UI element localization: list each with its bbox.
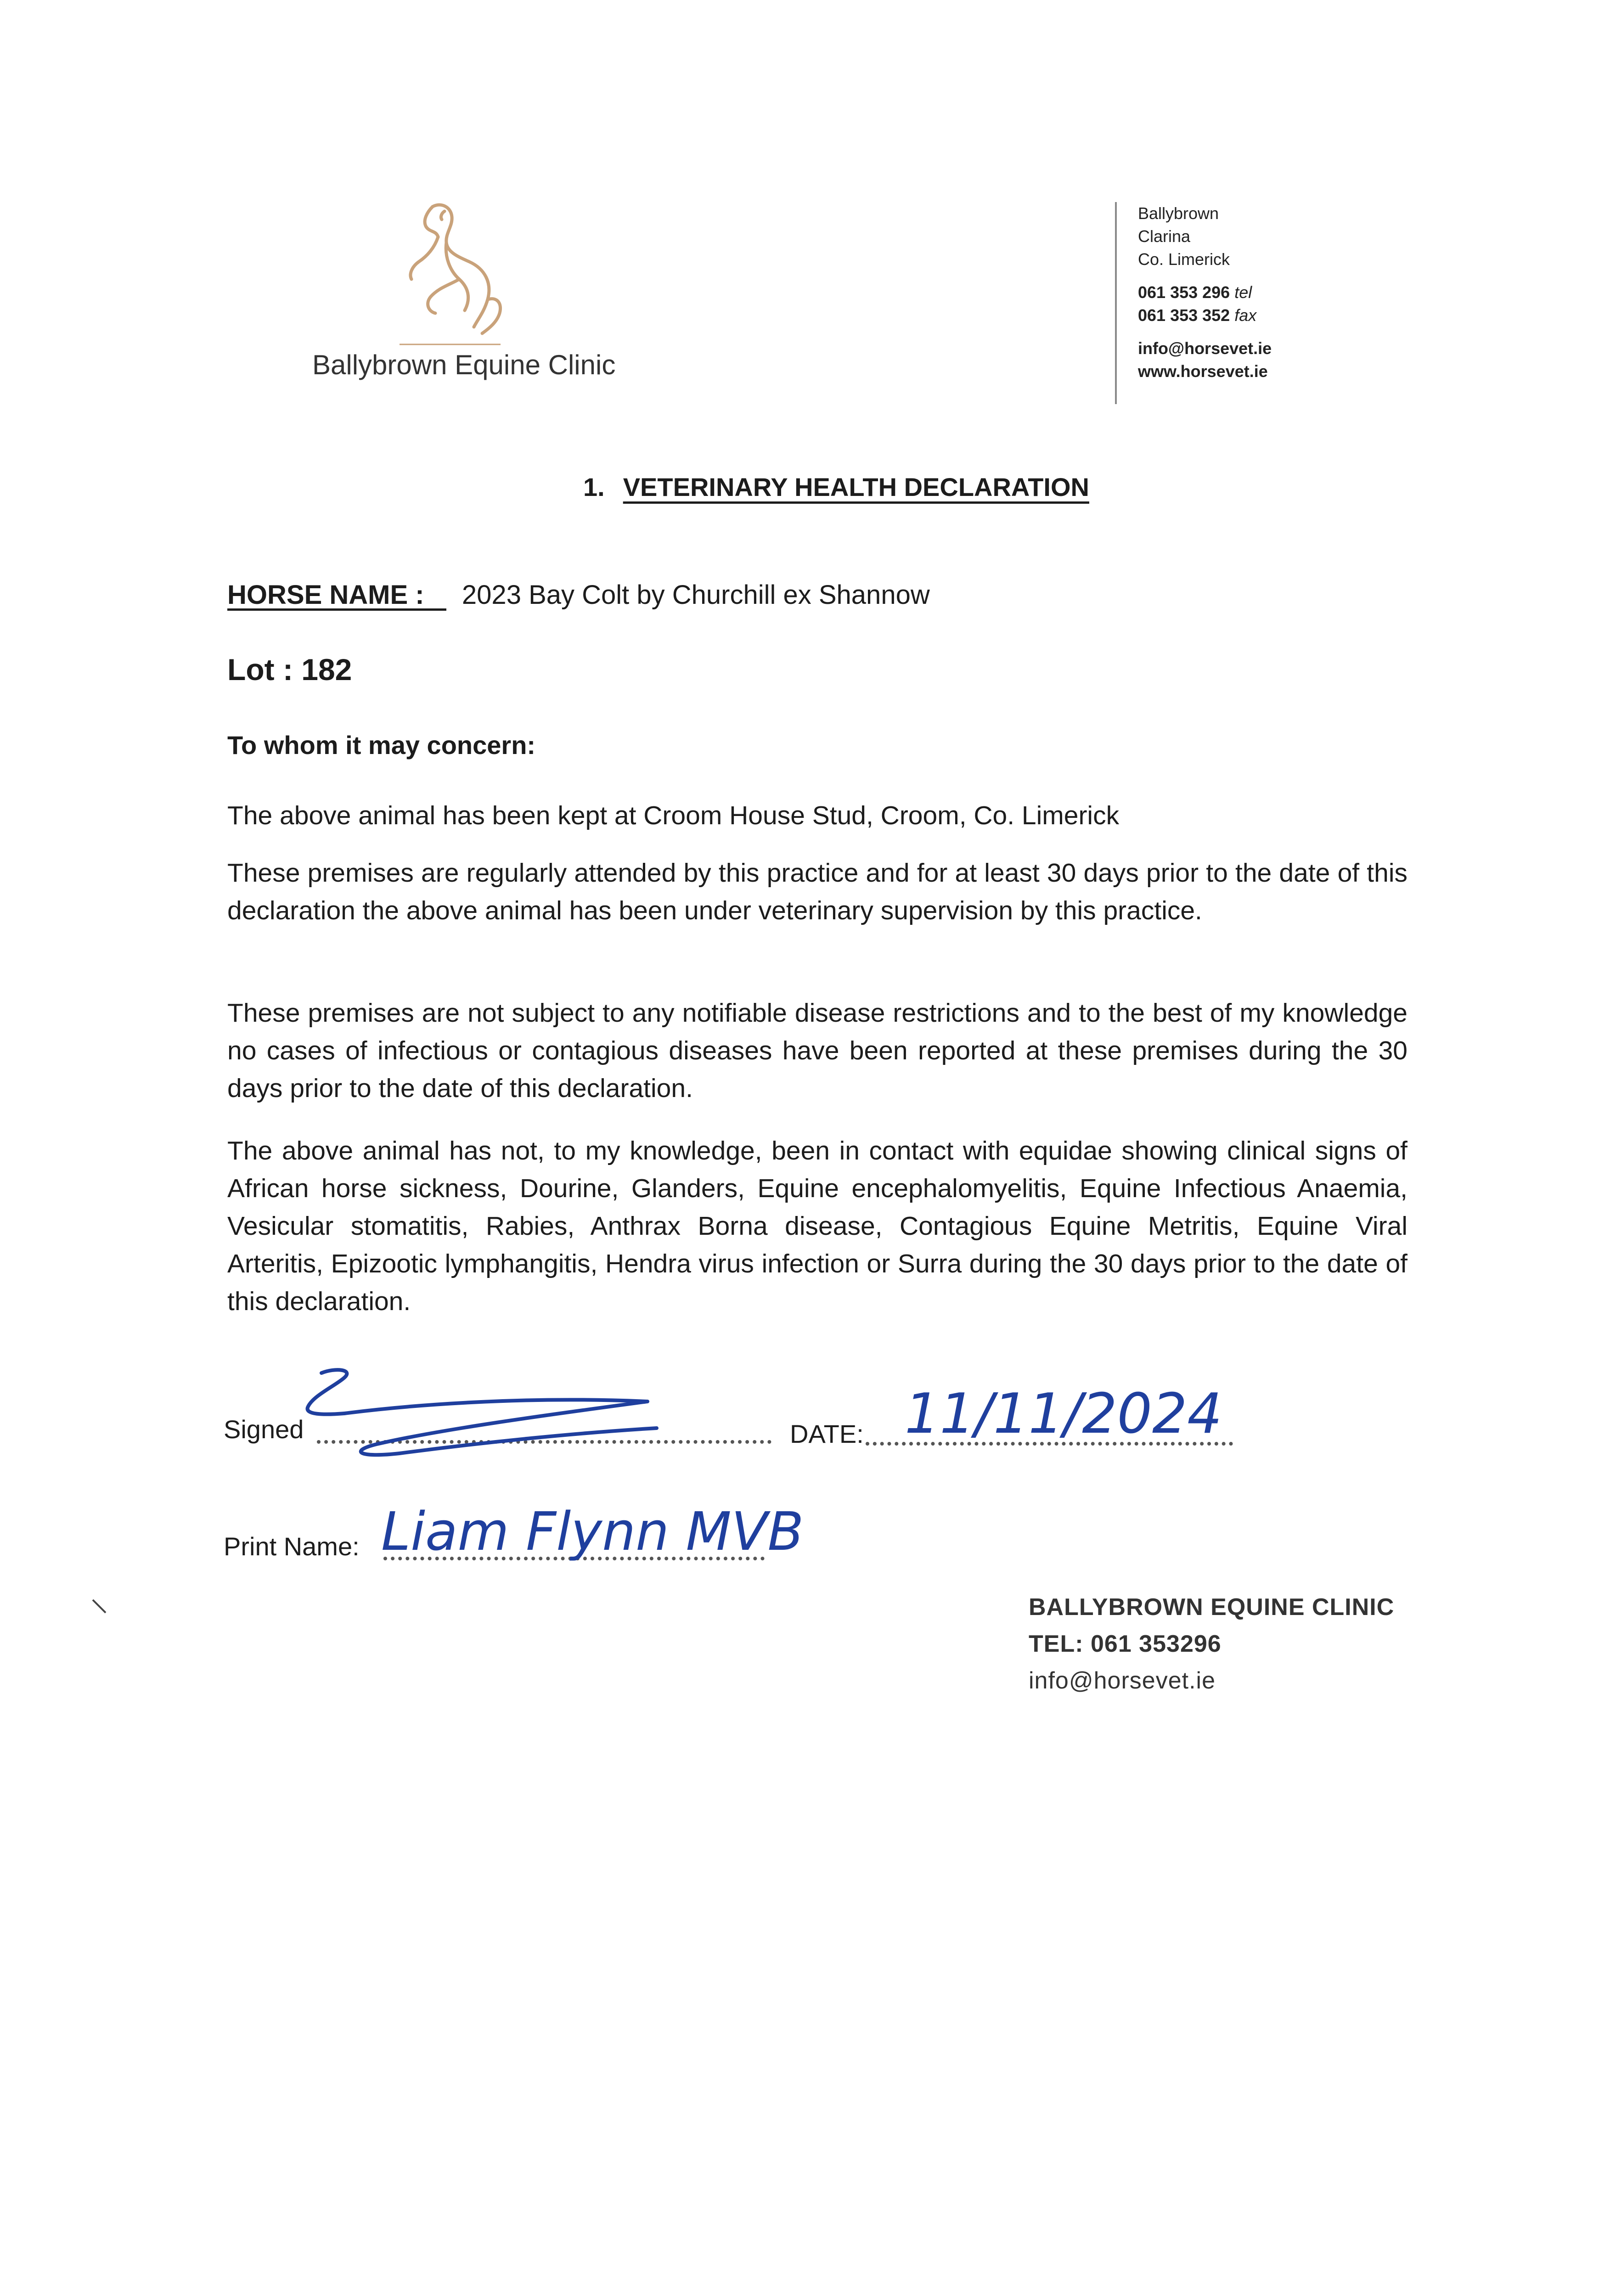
date-label: DATE:: [790, 1419, 864, 1448]
stamp-email: info@horsevet.ie: [1029, 1667, 1216, 1694]
phone-line: [1138, 281, 1390, 304]
paragraph-premises: The above animal has been kept at Croom House Stud, Croom, Co. Limerick: [227, 801, 1120, 830]
paragraph-disease-restrictions: These premises are not subject to any notifiable disease restrictions and to the best of my knowledge no cases of infectious or contagious diseases have been reported at these premises during the 30 days prior to the date of this declaration.: [227, 998, 1407, 1103]
signed-label: Signed: [224, 1415, 304, 1444]
stamp-clinic-name: BALLYBROWN EQUINE CLINIC: [1029, 1594, 1395, 1621]
handwritten-date-text: 11/11/2024: [905, 1382, 1222, 1446]
clinic-stamp: [1029, 1589, 1394, 1699]
paragraph-contact-declaration: The above animal has not, to my knowledge, been in contact with equidae showing clinical signs of African horse sickness, Dourine, Glanders, Equine encephalomyelitis, Equine Infectious Anaemia, Vesicular stomatitis, Rabies, Anthrax Borna disease, Contagious Equine Metritis, Equine Viral Arteritis, Epizootic lymphangitis, Hendra virus infection or Surra during the 30 days prior to the date of this declaration.: [227, 1136, 1407, 1316]
address-line-2: Clarina: [1138, 227, 1191, 246]
address-line-1: Ballybrown: [1138, 204, 1219, 223]
horse-name-row: [227, 580, 930, 610]
handwritten-date: [900, 1378, 1231, 1469]
handwritten-print-name-text: Liam Flynn MVB: [381, 1501, 804, 1563]
handwritten-signature: [294, 1364, 707, 1492]
phone-number: 061 353 296: [1138, 283, 1230, 302]
stamp-phone: TEL: 061 353296: [1029, 1631, 1222, 1657]
rearing-horse-logo-icon: [390, 193, 510, 349]
salutation: To whom it may concern:: [227, 731, 536, 760]
handwritten-print-name: [377, 1492, 836, 1580]
title-number: 1.: [583, 473, 605, 501]
lot-number: Lot : 182: [227, 653, 352, 687]
title-text: VETERINARY HEALTH DECLARATION: [623, 473, 1089, 501]
website-link[interactable]: www.horsevet.ie: [1138, 362, 1268, 381]
fax-suffix: fax: [1234, 306, 1257, 325]
clinic-name: Ballybrown Equine Clinic: [312, 349, 616, 380]
address-line-3: Co. Limerick: [1138, 250, 1230, 269]
letterhead-logo-block: [257, 184, 670, 404]
document-title: [583, 472, 1089, 502]
email-link[interactable]: info@horsevet.ie: [1138, 339, 1272, 358]
fax-number: 061 353 352: [1138, 306, 1230, 325]
paragraph-supervision: These premises are regularly attended by this practice and for at least 30 days prior to the date of this declaration the above animal has been under veterinary supervision by this practice.: [227, 858, 1407, 925]
scan-artifact-mark: [90, 1597, 108, 1615]
phone-suffix: tel: [1234, 283, 1252, 302]
horse-name-label: HORSE NAME :: [227, 580, 424, 610]
horse-name-value: 2023 Bay Colt by Churchill ex Shannow: [462, 580, 930, 610]
print-name-label: Print Name:: [224, 1532, 360, 1561]
fax-line: [1138, 304, 1390, 327]
letterhead-address: [1115, 202, 1390, 404]
